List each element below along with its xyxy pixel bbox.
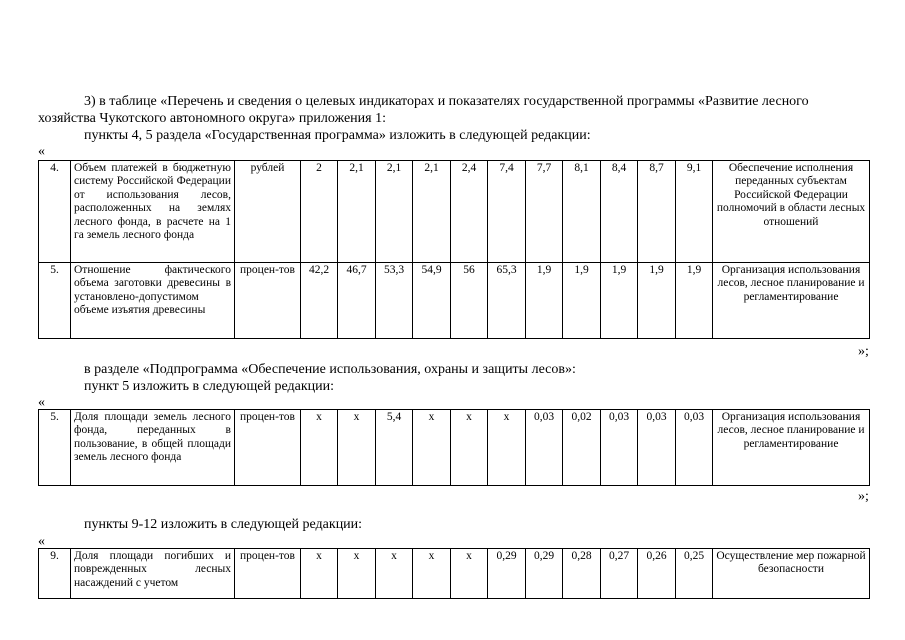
value-cell: 56: [451, 263, 488, 339]
value-cell: 8,7: [638, 161, 676, 263]
open-quote-3: «: [38, 534, 45, 549]
row-number-cell: 9.: [39, 549, 71, 599]
indicators-table-3: [38, 548, 870, 599]
unit-cell: рублей: [235, 161, 301, 263]
intro-line-1: 3) в таблице «Перечень и сведения о целевых индикаторах и показателях государственной программы «Развитие лесного: [84, 94, 809, 109]
value-cell: 0,03: [676, 410, 713, 486]
value-cell: x: [413, 549, 451, 599]
value-cell: x: [488, 410, 526, 486]
value-cell: 2,4: [451, 161, 488, 263]
value-cell: 46,7: [338, 263, 376, 339]
open-quote-2: «: [38, 395, 45, 410]
value-cell: 2,1: [338, 161, 376, 263]
value-cell: 0,03: [601, 410, 638, 486]
value-cell: x: [376, 549, 413, 599]
value-cell: x: [338, 410, 376, 486]
unit-cell: процен-тов: [235, 263, 301, 339]
value-cell: 0,03: [638, 410, 676, 486]
indicator-name-cell: Объем платежей в бюджетную систему Российской Федерации от использования лесов, расположенных на землях лесного фонда, в расчете на 1 га земель лесного фонда: [71, 161, 235, 263]
value-cell: x: [301, 410, 338, 486]
value-cell: 1,9: [526, 263, 563, 339]
value-cell: 65,3: [488, 263, 526, 339]
value-cell: 54,9: [413, 263, 451, 339]
value-cell: 0,03: [526, 410, 563, 486]
indicator-name-cell: Доля площади погибших и поврежденных лесных насаждений с учетом: [71, 549, 235, 599]
note-cell: Организация использования лесов, лесное планирование и регламентирование: [713, 263, 870, 339]
value-cell: 1,9: [563, 263, 601, 339]
value-cell: x: [451, 549, 488, 599]
intro-line-3: пункты 4, 5 раздела «Государственная программа» изложить в следующей редакции:: [84, 128, 591, 143]
value-cell: 0,27: [601, 549, 638, 599]
note-cell: Осуществление мер пожарной безопасности: [713, 549, 870, 599]
table-row: [39, 549, 870, 599]
table-row: [39, 161, 870, 263]
indicator-name-cell: Отношение фактического объема заготовки древесины в установлено-допустимом объеме изъятия древесины: [71, 263, 235, 339]
row-number-cell: 4.: [39, 161, 71, 263]
value-cell: 2,1: [376, 161, 413, 263]
table-row: [39, 410, 870, 486]
value-cell: 42,2: [301, 263, 338, 339]
note-cell: Обеспечение исполнения переданных субъектам Российской Федерации полномочий в области лесных отношений: [713, 161, 870, 263]
value-cell: 1,9: [638, 263, 676, 339]
value-cell: x: [301, 549, 338, 599]
value-cell: 8,4: [601, 161, 638, 263]
value-cell: x: [338, 549, 376, 599]
unit-cell: процен-тов: [235, 410, 301, 486]
value-cell: 0,29: [488, 549, 526, 599]
section3-line-1: пункты 9-12 изложить в следующей редакции:: [84, 517, 363, 532]
value-cell: 0,28: [563, 549, 601, 599]
value-cell: x: [451, 410, 488, 486]
value-cell: x: [413, 410, 451, 486]
intro-line-2: хозяйства Чукотского автономного округа» приложения 1:: [38, 111, 386, 126]
close-quote-1: »;: [858, 344, 869, 359]
unit-cell: процен-тов: [235, 549, 301, 599]
value-cell: 53,3: [376, 263, 413, 339]
row-number-cell: 5.: [39, 263, 71, 339]
value-cell: 1,9: [676, 263, 713, 339]
value-cell: 0,02: [563, 410, 601, 486]
close-quote-2: »;: [858, 489, 869, 504]
value-cell: 0,29: [526, 549, 563, 599]
table-row: [39, 263, 870, 339]
open-quote-1: «: [38, 144, 45, 159]
value-cell: 7,4: [488, 161, 526, 263]
value-cell: 0,25: [676, 549, 713, 599]
note-cell: Организация использования лесов, лесное планирование и регламентирование: [713, 410, 870, 486]
row-number-cell: 5.: [39, 410, 71, 486]
value-cell: 5,4: [376, 410, 413, 486]
indicators-table-1: [38, 160, 870, 339]
value-cell: 2: [301, 161, 338, 263]
value-cell: 2,1: [413, 161, 451, 263]
indicators-table-2: [38, 409, 870, 486]
indicator-name-cell: Доля площади земель лесного фонда, переданных в пользование, в общей площади земель лесного фонда: [71, 410, 235, 486]
value-cell: 7,7: [526, 161, 563, 263]
value-cell: 9,1: [676, 161, 713, 263]
section2-line-1: в разделе «Подпрограмма «Обеспечение использования, охраны и защиты лесов»:: [84, 362, 576, 377]
value-cell: 0,26: [638, 549, 676, 599]
section2-line-2: пункт 5 изложить в следующей редакции:: [84, 379, 334, 394]
value-cell: 1,9: [601, 263, 638, 339]
value-cell: 8,1: [563, 161, 601, 263]
